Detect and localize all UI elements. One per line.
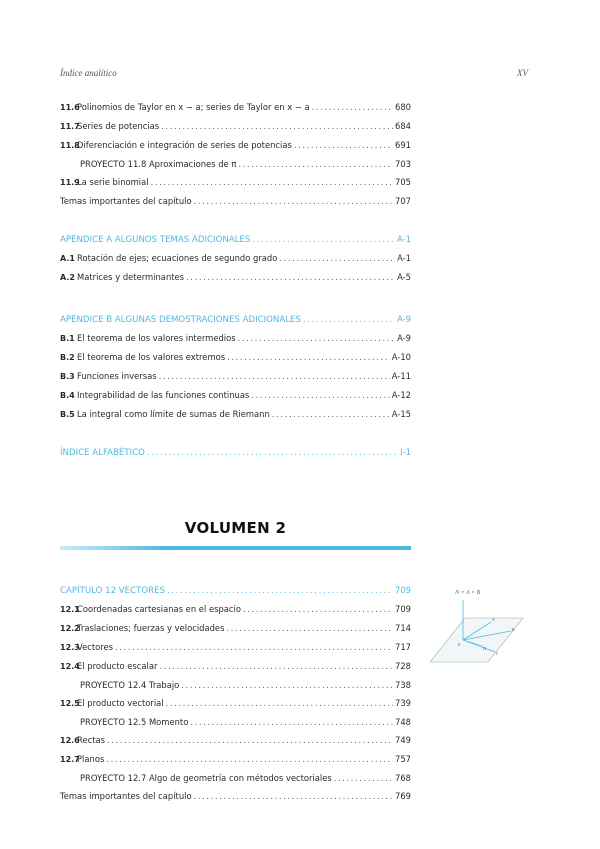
leader-dots — [227, 348, 390, 366]
leader-dots — [151, 173, 393, 191]
leader-dots — [161, 117, 393, 135]
entry-number: 12.6 — [60, 736, 80, 745]
entry-page: A-11 — [391, 371, 411, 381]
entry-page: 691 — [395, 140, 411, 150]
running-head — [60, 68, 528, 78]
entry-title: Integrabilidad de las funciones continuas — [77, 390, 250, 400]
toc-entry[interactable] — [60, 155, 411, 173]
page-number: XV — [517, 68, 528, 78]
leader-dots — [294, 136, 393, 154]
entry-number: A.1 — [60, 254, 75, 263]
leader-dots — [312, 98, 393, 116]
leader-dots — [166, 694, 393, 712]
toc-entry[interactable] — [60, 192, 411, 210]
entry-number: 12.7 — [60, 755, 80, 764]
entry-page: 705 — [395, 177, 411, 187]
leader-dots — [279, 249, 395, 267]
entry-title: PROYECTO 12.4 Trabajo — [80, 680, 180, 690]
entry-number: 12.4 — [60, 662, 80, 671]
toc-entry[interactable] — [60, 348, 411, 367]
entry-number: B.4 — [60, 391, 75, 400]
toc-entry[interactable] — [60, 731, 411, 750]
toc-entry[interactable] — [60, 600, 411, 619]
entry-number: B.1 — [60, 334, 75, 343]
index-heading[interactable]: ÍNDICE ALFABÉTICO ..... I-1 — [60, 443, 411, 462]
entry-number: B.2 — [60, 353, 75, 362]
toc-entry[interactable] — [60, 676, 411, 694]
toc-entry[interactable] — [60, 329, 411, 348]
toc-entry[interactable] — [60, 117, 411, 136]
entry-page: 684 — [395, 121, 411, 131]
toc-entry[interactable] — [60, 787, 411, 805]
appendix-b-heading[interactable]: APÉNDICE B ALGUNAS DEMOSTRACIONES ADICIONALES ..... A-9 — [60, 310, 411, 329]
entry-number: B.3 — [60, 372, 75, 381]
figure-label: N = A × B — [455, 590, 481, 596]
section-11-entries — [60, 98, 411, 210]
leader-dots — [194, 192, 393, 210]
appendix-b — [60, 310, 411, 424]
vector-label-d: D — [483, 646, 486, 651]
entry-title: El teorema de los valores extremos — [77, 352, 226, 362]
volume-title: VOLUMEN 2 — [184, 519, 287, 537]
appendix-a-heading[interactable]: APÉNDICE A ALGUNOS TEMAS ADICIONALES ..... A-1 — [60, 230, 411, 249]
entry-page: 757 — [395, 754, 411, 764]
leader-dots — [159, 367, 390, 385]
entry-page: A-5 — [397, 272, 411, 282]
entry-page: 769 — [395, 791, 411, 801]
toc-entry[interactable] — [60, 405, 411, 424]
entry-page: 738 — [395, 680, 411, 690]
toc-entry[interactable] — [60, 249, 411, 268]
entry-title: Polinomios de Taylor en x − a; series de Taylor en x − a — [77, 102, 310, 112]
index-section — [60, 443, 411, 462]
toc-entry[interactable] — [60, 657, 411, 676]
entry-page: 709 — [395, 604, 411, 614]
entry-page: 703 — [395, 159, 411, 169]
toc-entry[interactable] — [60, 173, 411, 192]
entry-title: El teorema de los valores intermedios — [77, 333, 236, 343]
leader-dots — [251, 386, 389, 404]
entry-page: 717 — [395, 642, 411, 652]
leader-dots — [243, 600, 393, 618]
entry-title: La serie binomial — [77, 177, 149, 187]
leader-dots — [107, 731, 393, 749]
entry-title: Rotación de ejes; ecuaciones de segundo grado — [77, 253, 278, 263]
entry-page: A-9 — [397, 333, 411, 343]
entry-number: 11.6 — [60, 103, 80, 112]
appendix-a — [60, 230, 411, 287]
chapter-12 — [60, 581, 411, 805]
entry-number: 12.2 — [60, 624, 80, 633]
vector-label-a: A — [492, 617, 495, 622]
vector-plane-figure — [425, 588, 525, 670]
entry-title: La integral como límite de sumas de Riemann — [77, 409, 270, 419]
leader-dots — [334, 769, 393, 787]
leader-dots — [238, 155, 393, 173]
entry-title: Traslaciones; fuerzas y velocidades — [77, 623, 225, 633]
entry-number: 12.3 — [60, 643, 80, 652]
entry-title: PROYECTO 11.8 Aproximaciones de π — [80, 159, 237, 169]
toc-entry[interactable] — [60, 750, 411, 769]
entry-page: 749 — [395, 735, 411, 745]
toc-entry[interactable] — [60, 386, 411, 405]
entry-page: 680 — [395, 102, 411, 112]
entry-page: 748 — [395, 717, 411, 727]
entry-page: 714 — [395, 623, 411, 633]
entry-title: PROYECTO 12.7 Algo de geometría con métodos vectoriales — [80, 773, 332, 783]
leader-dots — [106, 750, 393, 768]
leader-dots — [115, 638, 393, 656]
entry-page: A-15 — [391, 409, 411, 419]
leader-dots — [190, 713, 393, 731]
leader-dots — [226, 619, 393, 637]
entry-title: Vectores — [77, 642, 114, 652]
entry-title: Series de potencias — [77, 121, 160, 131]
chapter-12-heading[interactable]: CAPÍTULO 12 VECTORES ..... 709 — [60, 581, 411, 600]
entry-number: 12.1 — [60, 605, 80, 614]
entry-page: 728 — [395, 661, 411, 671]
entry-title: Coordenadas cartesianas en el espacio — [77, 604, 241, 614]
toc-entry[interactable] — [60, 136, 411, 155]
leader-dots — [159, 657, 393, 675]
entry-title: Temas importantes del capítulo — [60, 791, 192, 801]
vector-label-e: E — [458, 642, 461, 647]
toc-entry[interactable] — [60, 713, 411, 731]
leader-dots — [238, 329, 395, 347]
entry-number: 11.9 — [60, 178, 80, 187]
entry-page: 768 — [395, 773, 411, 783]
volume-rule — [60, 546, 411, 550]
entry-title: El producto vectorial — [77, 698, 164, 708]
entry-number: 12.5 — [60, 699, 80, 708]
entry-number: A.2 — [60, 273, 75, 282]
entry-title: Rectas — [77, 735, 105, 745]
entry-title: Planos — [77, 754, 105, 764]
entry-title: Matrices y determinantes — [77, 272, 185, 282]
entry-page: A-10 — [391, 352, 411, 362]
vector-label-c: C — [496, 651, 499, 656]
running-head-title: Índice analítico — [60, 68, 117, 78]
toc-entry[interactable] — [60, 694, 411, 713]
entry-number: 11.8 — [60, 141, 80, 150]
leader-dots — [181, 676, 393, 694]
vector-label-b: B — [512, 627, 515, 632]
entry-page: 739 — [395, 698, 411, 708]
toc-entry[interactable] — [60, 98, 411, 117]
entry-title: Temas importantes del capítulo — [60, 196, 192, 206]
entry-title: Funciones inversas — [77, 371, 157, 381]
entry-title: Diferenciación e integración de series de potencias — [77, 140, 292, 150]
entry-page: 707 — [395, 196, 411, 206]
entry-title: PROYECTO 12.5 Momento — [80, 717, 189, 727]
toc-entry[interactable] — [60, 619, 411, 638]
leader-dots — [194, 787, 393, 805]
leader-dots — [186, 268, 395, 286]
toc-entry[interactable] — [60, 769, 411, 787]
entry-page: A-1 — [397, 253, 411, 263]
plane-shape — [430, 618, 523, 662]
leader-dots — [272, 405, 390, 423]
toc-entry[interactable] — [60, 367, 411, 386]
toc-entry[interactable] — [60, 268, 411, 287]
entry-page: A-12 — [391, 390, 411, 400]
toc-entry[interactable] — [60, 638, 411, 657]
entry-title: El producto escalar — [77, 661, 158, 671]
entry-number: B.5 — [60, 410, 75, 419]
entry-number: 11.7 — [60, 122, 80, 131]
